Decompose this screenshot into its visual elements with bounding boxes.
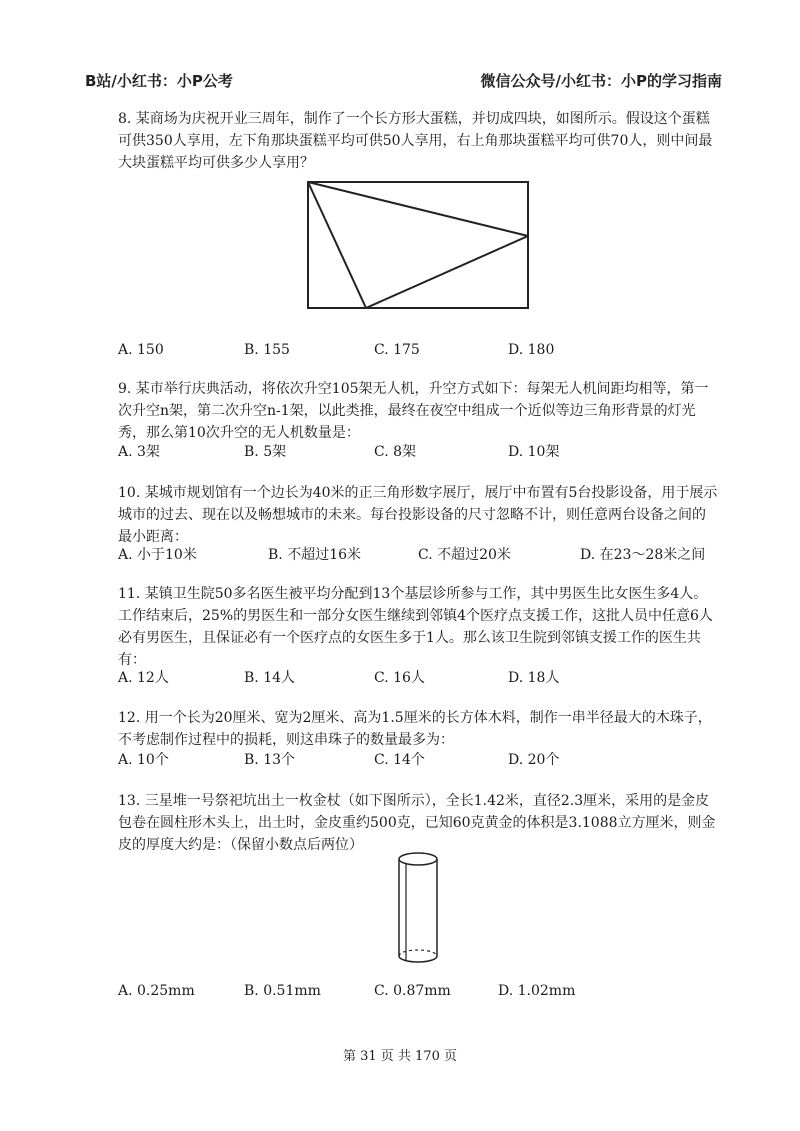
cylinder-bottom-back: [399, 950, 437, 956]
question-10-option-a: A. 小于10米: [118, 547, 197, 563]
cylinder-top-ellipse: [399, 853, 437, 865]
question-13-text: 13. 三星堆一号祭祀坑出土一枚金杖（如下图所示），全长1.42米，直径2.3厘米，采用的是金皮包卷在圆柱形木头上，出土时，金皮重约500克，已知60克黄金的体积是3.1088立方厘米，则金皮的厚度大约是：（保留小数点后两位）: [118, 793, 716, 853]
question-9-option-c: C. 8架: [374, 444, 417, 460]
cake-cut-line-top: [308, 182, 528, 236]
question-10-option-d: D. 在23～28米之间: [580, 547, 706, 563]
question-11-text: 11. 某镇卫生院50多名医生被平均分配到13个基层诊所参与工作，其中男医生比女医生多4人。工作结束后，25%的男医生和一部分女医生继续到邻镇4个医疗点支援工作，这批人员中任意6人必有男医生，且保证必有一个医疗点的女医生多于1人。那么该卫生院到邻镇支援工作的医生共有：: [118, 586, 713, 668]
question-10: [118, 482, 718, 548]
question-8-option-c: C. 175: [374, 342, 420, 358]
question-11-option-d: D. 18人: [508, 670, 560, 686]
question-9-text: 9. 某市举行庆典活动，将依次升空105架无人机，升空方式如下：每架无人机间距均相等，第一次升空n架，第二次升空n-1架，以此类推，最终在夜空中组成一个近似等边三角形背景的灯光秀，那么第10次升空的无人机数量是：: [118, 381, 709, 441]
question-8: [118, 108, 718, 174]
cake-cut-line-left: [308, 182, 366, 308]
page-footer: 第 31 页 共 170 页: [342, 1049, 458, 1064]
question-13-options: [118, 981, 718, 1001]
question-10-option-c: C. 不超过20米: [418, 547, 511, 563]
question-12-option-c: C. 14个: [374, 752, 425, 768]
cake-cut-line-bottom: [366, 236, 528, 308]
question-12-option-d: D. 20个: [508, 752, 560, 768]
cake-figure: [300, 178, 532, 314]
question-13-option-c: C. 0.87mm: [374, 983, 451, 999]
question-10-text: 10. 某城市规划馆有一个边长为40米的正三角形数字展厅，展厅中布置有5台投影设备，用于展示城市的过去、现在以及畅想城市的未来。每台投影设备的尺寸忽略不计，则任意两台设备之间的最小距离：: [118, 485, 718, 545]
question-9-option-b: B. 5架: [244, 444, 287, 460]
question-11-option-b: B. 14人: [244, 670, 296, 686]
question-12-option-a: A. 10个: [118, 752, 169, 768]
question-8-option-b: B. 155: [244, 342, 290, 358]
question-11-option-a: A. 12人: [118, 670, 169, 686]
question-8-option-a: A. 150: [118, 342, 164, 358]
question-13: [118, 790, 718, 856]
question-12-text: 12. 用一个长为20厘米、宽为2厘米、高为1.5厘米的长方体木料，制作一串半径最大的木珠子，不考虑制作过程中的损耗，则这串珠子的数量最多为：: [118, 710, 712, 748]
question-12: [118, 707, 718, 751]
cylinder-bottom-front: [399, 956, 437, 962]
question-11-option-c: C. 16人: [374, 670, 425, 686]
cylinder-figure: [394, 850, 442, 970]
question-13-option-a: A. 0.25mm: [118, 983, 195, 999]
header-left: B站/小红书：小P公考: [85, 72, 233, 90]
question-13-option-b: B. 0.51mm: [244, 983, 321, 999]
question-8-option-d: D. 180: [508, 342, 555, 358]
question-11: [118, 583, 718, 671]
question-11-options: [118, 668, 718, 688]
question-9-options: [118, 442, 718, 462]
question-9-option-a: A. 3架: [118, 444, 160, 460]
question-9-option-d: D. 10架: [508, 444, 560, 460]
cake-rectangle: [308, 182, 528, 308]
header-right: 微信公众号/小红书：小P的学习指南: [480, 72, 722, 90]
question-12-options: [118, 750, 718, 770]
question-8-text: 8. 某商场为庆祝开业三周年，制作了一个长方形大蛋糕，并切成四块，如图所示。假设这个蛋糕可供350人享用，左下角那块蛋糕平均可供50人享用，右上角那块蛋糕平均可供70人，则中间最大块蛋糕平均可供多少人享用？: [118, 111, 713, 171]
question-9: [118, 378, 718, 444]
question-10-option-b: B. 不超过16米: [268, 547, 362, 563]
question-13-option-d: D. 1.02mm: [498, 983, 576, 999]
question-12-option-b: B. 13个: [244, 752, 296, 768]
question-10-options: [118, 545, 718, 565]
question-8-options: [118, 340, 718, 360]
